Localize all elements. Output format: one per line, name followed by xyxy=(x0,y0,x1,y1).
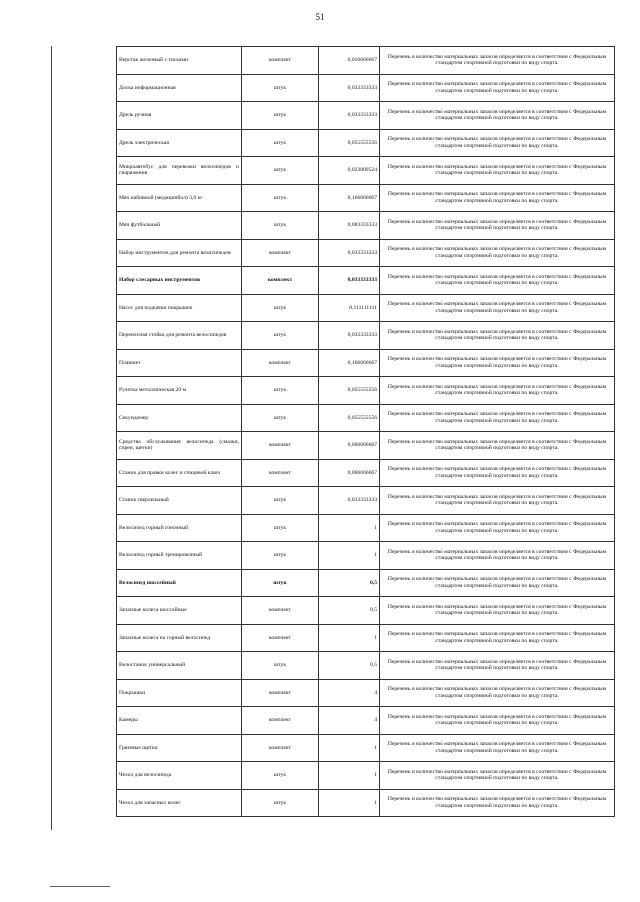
item-name-cell: Камеры xyxy=(117,707,242,735)
quantity-cell: 0,111111111 xyxy=(319,294,380,322)
unit-cell: штук xyxy=(242,157,319,185)
table-row xyxy=(117,652,615,680)
item-name-cell: Насос для подкачки покрышек xyxy=(117,294,242,322)
quantity-cell: 0,033333333 xyxy=(319,487,380,515)
unit-cell: штук xyxy=(242,102,319,130)
quantity-cell: 0,166666667 xyxy=(319,349,380,377)
inventory-table xyxy=(116,46,615,817)
unit-cell: штук xyxy=(242,569,319,597)
note-cell: Перечень и количество материальных запасов определяется в соответствии с Федеральным стандартом спортивной подготовки по виду спорта. xyxy=(380,652,615,680)
item-name-cell: Станок сверлильный xyxy=(117,487,242,515)
unit-cell: штук xyxy=(242,789,319,817)
quantity-cell: 0,5 xyxy=(319,569,380,597)
unit-cell: комплект xyxy=(242,349,319,377)
note-cell: Перечень и количество материальных запасов определяется в соответствии с Федеральным стандартом спортивной подготовки по виду спорта. xyxy=(380,294,615,322)
unit-cell: комплект xyxy=(242,459,319,487)
item-name-cell: Секундомер xyxy=(117,404,242,432)
unit-cell: штук xyxy=(242,184,319,212)
table-row xyxy=(117,102,615,130)
quantity-cell: 4 xyxy=(319,707,380,735)
note-cell: Перечень и количество материальных запасов определяется в соответствии с Федеральным стандартом спортивной подготовки по виду спорта. xyxy=(380,267,615,295)
quantity-cell: 0,055555556 xyxy=(319,404,380,432)
quantity-cell: 0,066666667 xyxy=(319,459,380,487)
note-cell: Перечень и количество материальных запасов определяется в соответствии с Федеральным стандартом спортивной подготовки по виду спорта. xyxy=(380,679,615,707)
item-name-cell: Мяч набивной (медицинбол) 3,0 кг xyxy=(117,184,242,212)
quantity-cell: 1 xyxy=(319,542,380,570)
table-row xyxy=(117,294,615,322)
item-name-cell: Грязевые щитки xyxy=(117,734,242,762)
quantity-cell: 0,033333333 xyxy=(319,322,380,350)
note-cell: Перечень и количество материальных запасов определяется в соответствии с Федеральным стандартом спортивной подготовки по виду спорта. xyxy=(380,707,615,735)
item-name-cell: Велостанок универсальный xyxy=(117,652,242,680)
table-row xyxy=(117,459,615,487)
unit-cell: комплект xyxy=(242,707,319,735)
quantity-cell: 0,166666667 xyxy=(319,184,380,212)
quantity-cell: 0,5 xyxy=(319,597,380,625)
table-row xyxy=(117,47,615,75)
note-cell: Перечень и количество материальных запасов определяется в соответствии с Федеральным стандартом спортивной подготовки по виду спорта. xyxy=(380,432,615,460)
item-name-cell: Дрель ручная xyxy=(117,102,242,130)
note-cell: Перечень и количество материальных запасов определяется в соответствии с Федеральным стандартом спортивной подготовки по виду спорта. xyxy=(380,569,615,597)
item-name-cell: Набор слесарных инструментов xyxy=(117,267,242,295)
note-cell: Перечень и количество материальных запасов определяется в соответствии с Федеральным стандартом спортивной подготовки по виду спорта. xyxy=(380,624,615,652)
table-row xyxy=(117,762,615,790)
unit-cell: комплект xyxy=(242,239,319,267)
table-row xyxy=(117,377,615,405)
item-name-cell: Велосипед горный гоночный xyxy=(117,514,242,542)
item-name-cell: Планшет xyxy=(117,349,242,377)
unit-cell: комплект xyxy=(242,597,319,625)
item-name-cell: Набор инструментов для ремонта велосипедов xyxy=(117,239,242,267)
note-cell: Перечень и количество материальных запасов определяется в соответствии с Федеральным стандартом спортивной подготовки по виду спорта. xyxy=(380,322,615,350)
unit-cell: штук xyxy=(242,542,319,570)
table-row xyxy=(117,707,615,735)
quantity-cell: 0,033333333 xyxy=(319,102,380,130)
note-cell: Перечень и количество материальных запасов определяется в соответствии с Федеральным стандартом спортивной подготовки по виду спорта. xyxy=(380,157,615,185)
table-row xyxy=(117,349,615,377)
item-name-cell: Станок для правки колес и спицевой ключ xyxy=(117,459,242,487)
unit-cell: комплект xyxy=(242,267,319,295)
quantity-cell: 0,033333333 xyxy=(319,74,380,102)
note-cell: Перечень и количество материальных запасов определяется в соответствии с Федеральным стандартом спортивной подготовки по виду спорта. xyxy=(380,102,615,130)
note-cell: Перечень и количество материальных запасов определяется в соответствии с Федеральным стандартом спортивной подготовки по виду спорта. xyxy=(380,789,615,817)
table-row xyxy=(117,129,615,157)
item-name-cell: Средства обслуживания велосипеда (смазки, спреи, щетки) xyxy=(117,432,242,460)
quantity-cell: 0,083333333 xyxy=(319,212,380,240)
unit-cell: штук xyxy=(242,487,319,515)
note-cell: Перечень и количество материальных запасов определяется в соответствии с Федеральным стандартом спортивной подготовки по виду спорта. xyxy=(380,184,615,212)
unit-cell: комплект xyxy=(242,432,319,460)
table-body xyxy=(117,47,615,817)
note-cell: Перечень и количество материальных запасов определяется в соответствии с Федеральным стандартом спортивной подготовки по виду спорта. xyxy=(380,349,615,377)
item-name-cell: Запасные колеса шоссейные xyxy=(117,597,242,625)
table-row xyxy=(117,184,615,212)
note-cell: Перечень и количество материальных запасов определяется в соответствии с Федеральным стандартом спортивной подготовки по виду спорта. xyxy=(380,377,615,405)
note-cell: Перечень и количество материальных запасов определяется в соответствии с Федеральным стандартом спортивной подготовки по виду спорта. xyxy=(380,404,615,432)
quantity-cell: 1 xyxy=(319,514,380,542)
item-name-cell: Запасные колеса на горный велосипед xyxy=(117,624,242,652)
quantity-cell: 0,5 xyxy=(319,652,380,680)
note-cell: Перечень и количество материальных запасов определяется в соответствии с Федеральным стандартом спортивной подготовки по виду спорта. xyxy=(380,734,615,762)
table-row xyxy=(117,487,615,515)
item-name-cell: Микроавтобус для перевозки велосипедов и снаряжения xyxy=(117,157,242,185)
table-row xyxy=(117,624,615,652)
unit-cell: штук xyxy=(242,404,319,432)
quantity-cell: 0,055555556 xyxy=(319,129,380,157)
unit-cell: комплект xyxy=(242,624,319,652)
quantity-cell: 0,033333333 xyxy=(319,267,380,295)
item-name-cell: Дрель электрическая xyxy=(117,129,242,157)
unit-cell: штук xyxy=(242,212,319,240)
quantity-cell: 1 xyxy=(319,624,380,652)
item-name-cell: Доска информационная xyxy=(117,74,242,102)
note-cell: Перечень и количество материальных запасов определяется в соответствии с Федеральным стандартом спортивной подготовки по виду спорта. xyxy=(380,542,615,570)
left-margin-line xyxy=(51,46,52,830)
item-name-cell: Переносная стойка для ремонта велосипедов xyxy=(117,322,242,350)
quantity-cell: 0,033333333 xyxy=(319,239,380,267)
item-name-cell: Мяч футбольный xyxy=(117,212,242,240)
unit-cell: штук xyxy=(242,129,319,157)
note-cell: Перечень и количество материальных запасов определяется в соответствии с Федеральным стандартом спортивной подготовки по виду спорта. xyxy=(380,514,615,542)
unit-cell: комплект xyxy=(242,47,319,75)
item-name-cell: Велосипед шоссейный xyxy=(117,569,242,597)
unit-cell: комплект xyxy=(242,734,319,762)
quantity-cell: 1 xyxy=(319,789,380,817)
note-cell: Перечень и количество материальных запасов определяется в соответствии с Федеральным стандартом спортивной подготовки по виду спорта. xyxy=(380,487,615,515)
note-cell: Перечень и количество материальных запасов определяется в соответствии с Федеральным стандартом спортивной подготовки по виду спорта. xyxy=(380,239,615,267)
quantity-cell: 1 xyxy=(319,762,380,790)
table-row xyxy=(117,789,615,817)
unit-cell: штук xyxy=(242,377,319,405)
quantity-cell: 0,023809524 xyxy=(319,157,380,185)
table-row xyxy=(117,404,615,432)
table-row xyxy=(117,734,615,762)
note-cell: Перечень и количество материальных запасов определяется в соответствии с Федеральным стандартом спортивной подготовки по виду спорта. xyxy=(380,74,615,102)
note-cell: Перечень и количество материальных запасов определяется в соответствии с Федеральным стандартом спортивной подготовки по виду спорта. xyxy=(380,212,615,240)
note-cell: Перечень и количество материальных запасов определяется в соответствии с Федеральным стандартом спортивной подготовки по виду спорта. xyxy=(380,762,615,790)
quantity-cell: 0,055555556 xyxy=(319,377,380,405)
quantity-cell: 4 xyxy=(319,679,380,707)
table-row xyxy=(117,597,615,625)
note-cell: Перечень и количество материальных запасов определяется в соответствии с Федеральным стандартом спортивной подготовки по виду спорта. xyxy=(380,47,615,75)
table-row xyxy=(117,239,615,267)
table-row xyxy=(117,569,615,597)
unit-cell: штук xyxy=(242,322,319,350)
page-number: 51 xyxy=(315,12,325,22)
item-name-cell: Рулетка металлическая 20 м xyxy=(117,377,242,405)
unit-cell: комплект xyxy=(242,679,319,707)
table-row xyxy=(117,542,615,570)
table-row xyxy=(117,74,615,102)
note-cell: Перечень и количество материальных запасов определяется в соответствии с Федеральным стандартом спортивной подготовки по виду спорта. xyxy=(380,129,615,157)
unit-cell: штук xyxy=(242,762,319,790)
note-cell: Перечень и количество материальных запасов определяется в соответствии с Федеральным стандартом спортивной подготовки по виду спорта. xyxy=(380,597,615,625)
unit-cell: штук xyxy=(242,294,319,322)
footer-rule xyxy=(50,886,110,887)
quantity-cell: 1 xyxy=(319,734,380,762)
item-name-cell: Покрышки xyxy=(117,679,242,707)
unit-cell: штук xyxy=(242,514,319,542)
note-cell: Перечень и количество материальных запасов определяется в соответствии с Федеральным стандартом спортивной подготовки по виду спорта. xyxy=(380,459,615,487)
quantity-cell: 0,666666667 xyxy=(319,432,380,460)
item-name-cell: Чехол для запасных колес xyxy=(117,789,242,817)
table-row xyxy=(117,157,615,185)
item-name-cell: Верстак железный с тисками xyxy=(117,47,242,75)
item-name-cell: Велосипед горный тренировочный xyxy=(117,542,242,570)
table-row xyxy=(117,679,615,707)
unit-cell: штук xyxy=(242,652,319,680)
table-row xyxy=(117,267,615,295)
item-name-cell: Чехол для велосипеда xyxy=(117,762,242,790)
table-row xyxy=(117,212,615,240)
table-row xyxy=(117,322,615,350)
quantity-cell: 0,016666667 xyxy=(319,47,380,75)
table-row xyxy=(117,432,615,460)
unit-cell: штук xyxy=(242,74,319,102)
table-row xyxy=(117,514,615,542)
